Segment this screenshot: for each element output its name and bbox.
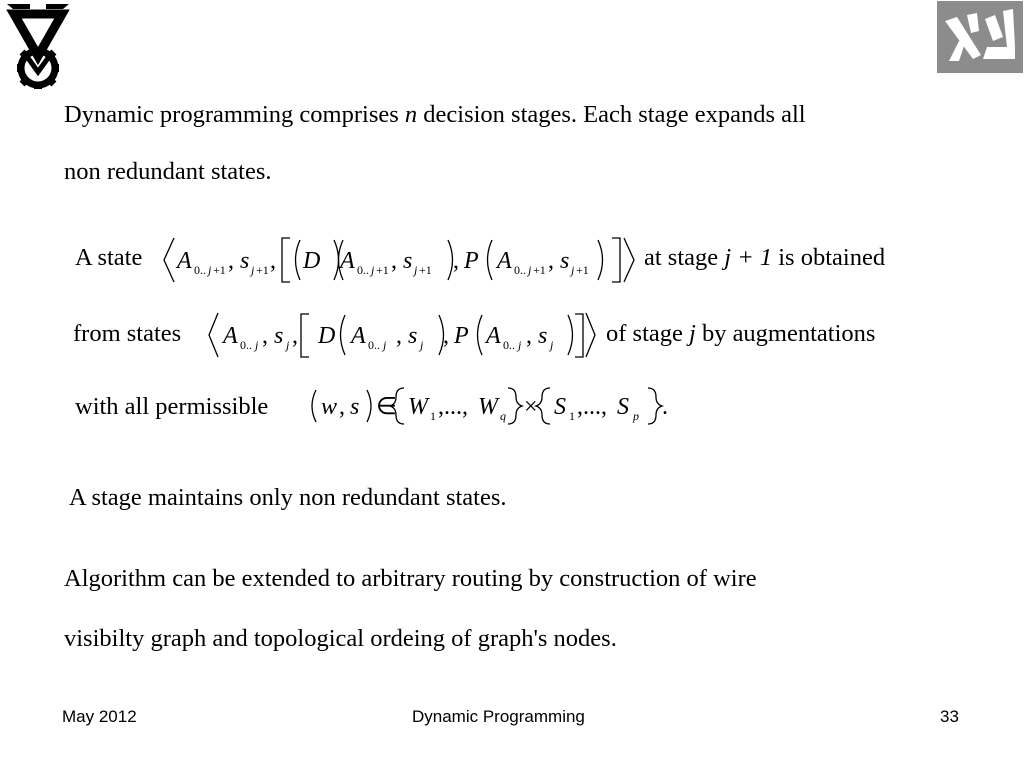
- svg-text:s: s: [408, 323, 418, 349]
- svg-text:×: ×: [524, 394, 538, 420]
- svg-text:j: j: [371, 263, 375, 277]
- svg-text:A: A: [486, 323, 501, 349]
- svg-text:j: j: [550, 338, 554, 352]
- permissible-label: with all permissible: [75, 393, 269, 420]
- svg-text:j: j: [286, 338, 290, 352]
- svg-text:+1: +1: [376, 263, 389, 277]
- svg-text:+1: +1: [213, 263, 226, 277]
- svg-text:D: D: [303, 248, 321, 274]
- intro-text-b: decision stages. Each stage expands all: [423, 101, 806, 128]
- svg-text:,: ,: [391, 248, 397, 274]
- svg-text:W: W: [408, 394, 428, 420]
- svg-text:A: A: [351, 323, 366, 349]
- svg-text:,: ,: [396, 323, 402, 349]
- svg-text:j: j: [420, 338, 424, 352]
- svg-text:s: s: [240, 248, 250, 274]
- svg-text:,: ,: [548, 248, 554, 274]
- algorithm-line-1: Algorithm can be extended to arbitrary routing by construction of wire: [64, 565, 757, 592]
- svg-text:j: j: [414, 263, 418, 277]
- svg-text:,...,: ,...,: [438, 394, 468, 420]
- variable-n: n: [404, 101, 418, 128]
- svg-text:,: ,: [453, 248, 459, 274]
- svg-text:A: A: [340, 248, 355, 274]
- svg-text:+1: +1: [256, 263, 269, 277]
- of-stage-text: of stage j by augmentations: [606, 320, 876, 347]
- svg-text:,: ,: [270, 248, 276, 274]
- svg-text:P: P: [464, 248, 479, 274]
- svg-text:∈: ∈: [376, 394, 397, 420]
- svg-text:,: ,: [292, 323, 298, 349]
- svg-text:+1: +1: [576, 263, 589, 277]
- svg-text:0..: 0..: [503, 338, 515, 352]
- intro-text-a: Dynamic programming comprises: [64, 101, 399, 128]
- at-stage-text: at stage j + 1 is obtained: [644, 244, 886, 271]
- footer-title: Dynamic Programming: [412, 707, 585, 726]
- svg-text:s: s: [403, 248, 413, 274]
- svg-text:j: j: [518, 338, 522, 352]
- svg-text:,: ,: [526, 323, 532, 349]
- svg-text:W: W: [478, 394, 498, 420]
- svg-text:0..: 0..: [194, 263, 206, 277]
- svg-text:A: A: [223, 323, 238, 349]
- svg-text:+1: +1: [419, 263, 432, 277]
- svg-text:,: ,: [262, 323, 268, 349]
- svg-text:j: j: [255, 338, 259, 352]
- algorithm-line-2: visibilty graph and topological ordeing of graph's nodes.: [64, 625, 617, 652]
- svg-text:j: j: [528, 263, 532, 277]
- svg-text:q: q: [500, 409, 506, 423]
- svg-text:,: ,: [228, 248, 234, 274]
- svg-text:S: S: [617, 394, 629, 420]
- svg-text:D: D: [318, 323, 336, 349]
- svg-text:1: 1: [430, 409, 436, 423]
- intro-line-2: non redundant states.: [64, 158, 272, 185]
- stage-j-plus-1: j + 1: [724, 244, 773, 271]
- svg-text:j: j: [208, 263, 212, 277]
- svg-text:s: s: [560, 248, 570, 274]
- svg-text:P: P: [454, 323, 469, 349]
- svg-text:p: p: [633, 409, 639, 423]
- from-states-label: from states: [73, 320, 182, 347]
- svg-text:A: A: [497, 248, 512, 274]
- svg-text:1: 1: [569, 409, 575, 423]
- svg-text:j: j: [383, 338, 387, 352]
- footer-page-number: 33: [940, 707, 959, 726]
- svg-text:S: S: [554, 394, 566, 420]
- svg-text:s: s: [274, 323, 284, 349]
- footer-date: May 2012: [62, 707, 137, 726]
- svg-text:0..: 0..: [514, 263, 526, 277]
- svg-text:,...,: ,...,: [577, 394, 607, 420]
- svg-text:s: s: [350, 394, 360, 420]
- svg-text:j: j: [571, 263, 575, 277]
- svg-text:w: w: [321, 394, 338, 420]
- state-label: A state: [75, 244, 143, 271]
- svg-text:j: j: [251, 263, 255, 277]
- svg-text:0..: 0..: [357, 263, 369, 277]
- svg-text:+1: +1: [533, 263, 546, 277]
- svg-text:s: s: [538, 323, 548, 349]
- svg-text:0..: 0..: [368, 338, 380, 352]
- svg-text:0..: 0..: [240, 338, 252, 352]
- svg-text:,: ,: [443, 323, 449, 349]
- stage-j: j: [689, 320, 696, 347]
- maintains-line: A stage maintains only non redundant states.: [69, 484, 507, 511]
- svg-text:.: .: [662, 394, 668, 420]
- svg-text:,: ,: [339, 394, 345, 420]
- svg-text:A: A: [177, 248, 192, 274]
